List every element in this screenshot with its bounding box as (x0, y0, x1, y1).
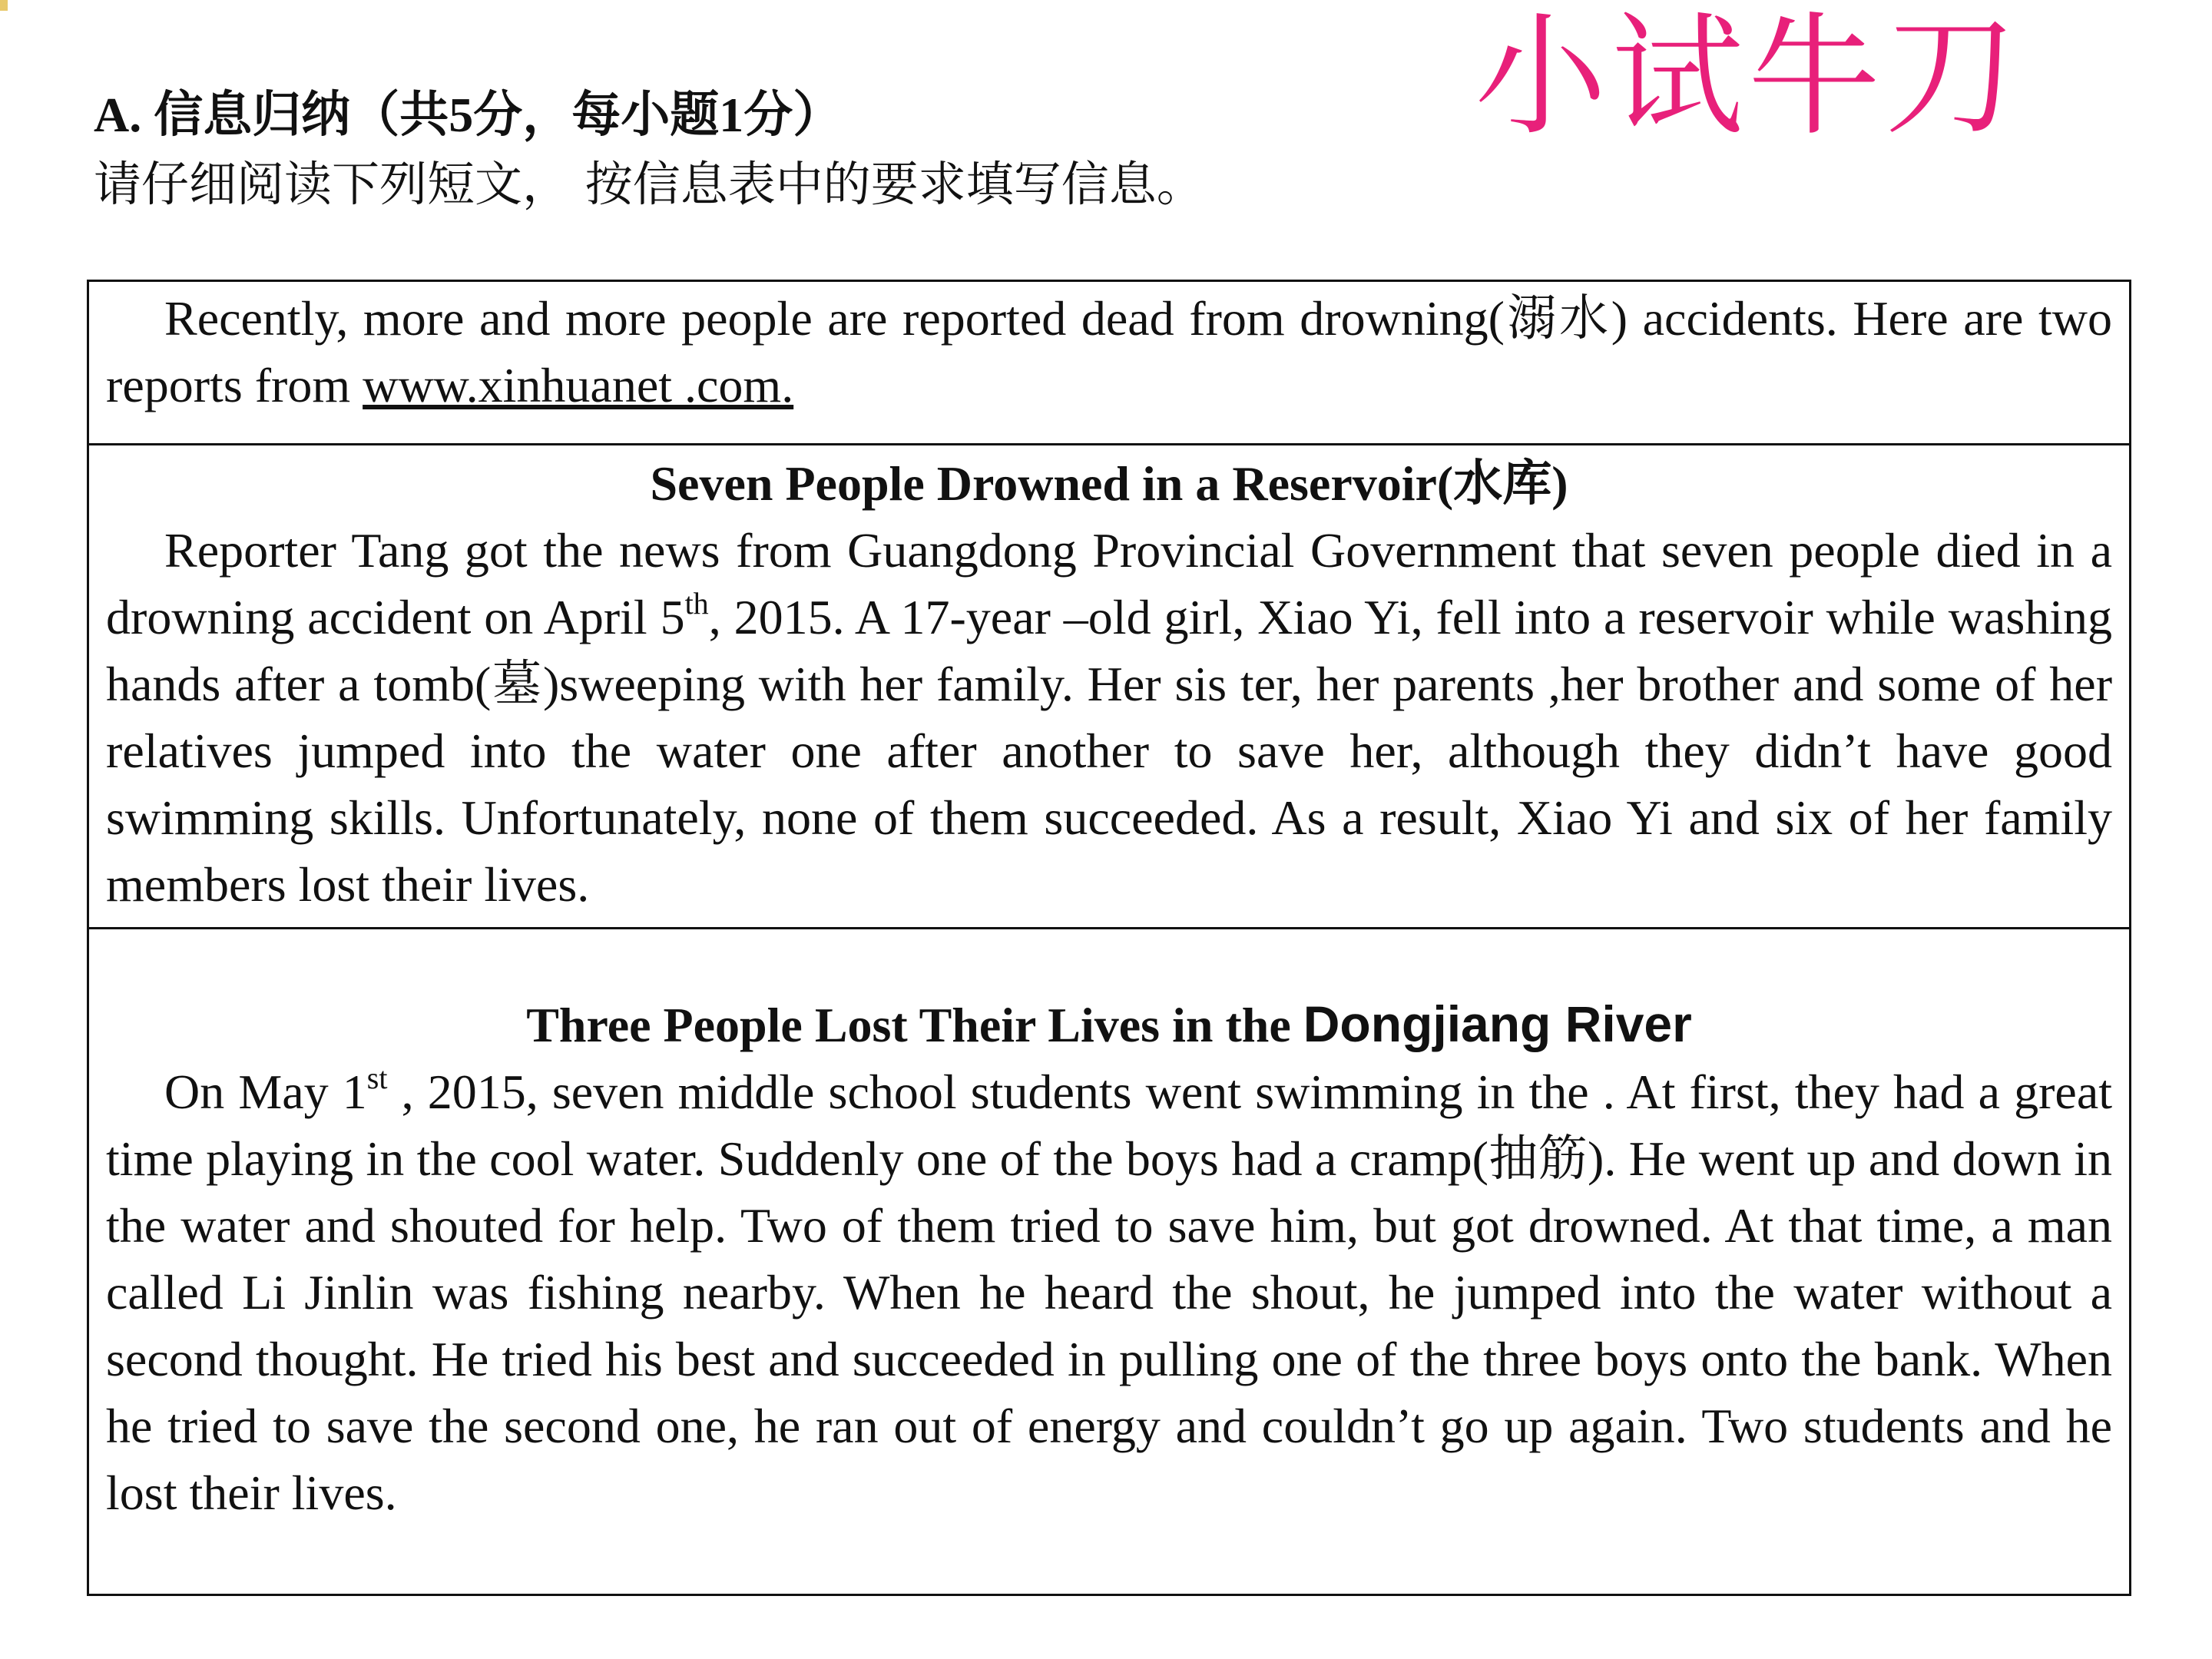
report2-text-part1: On May 1 (164, 1065, 367, 1119)
slide-title: 小试牛刀 (1475, 0, 2022, 154)
task-instruction: 请仔细阅读下列短文， 按信息表中的要求填写信息。 (94, 156, 1204, 212)
report2-cell (89, 927, 2129, 1594)
report1-cell (89, 443, 2129, 927)
task-heading: A. 信息归纳（共5分，每小题1分） (94, 88, 843, 142)
report1-date-suffix: th (684, 586, 709, 621)
passage-table (87, 280, 2131, 1596)
source-link[interactable]: www.xinhuanet .com. (363, 358, 794, 412)
intro-cell (89, 282, 2129, 443)
report1-text-part2: , 2015. A 17-year –old girl, Xiao Yi, fell into a reservoir while washing hands after a tomb(墓)sweeping with her family. Her sis ter, her parents ,her brother and some of her relatives jumped into the water one after another to save her, although they didn’t have good swimming skills. Unfortunately, none of them succeeded. As a result, Xiao Yi and six of her family members lost their lives. (106, 590, 2112, 912)
report1-text-part1: Reporter Tang got the news from Guangdong Provincial Government that seven people died in a drowning accident on April 5 (106, 523, 2112, 644)
intro-paragraph (106, 285, 2112, 419)
report1-paragraph (106, 517, 2112, 918)
report2-title-river: Dongjiang River (1303, 995, 1692, 1052)
report1-title: Seven People Drowned in a Reservoir(水库) (650, 456, 1568, 511)
report2-title (106, 991, 2112, 1058)
report2-text-part2: , 2015, seven middle school students went swimming in the . At first, they had a great time playing in the cool water. Suddenly one of the boys had a cramp(抽筋). He went up and down in the water and shouted for help. Two of them tried to save him, but got drowned. At that time, a man called Li Jinlin was fishing nearby. When he heard the shout, he jumped into the water without a second thought. He tried his best and succeeded in pulling one of the three boys onto the bank. When he tried to save the second one, he ran out of energy and couldn’t go up again. Two students and he lost their lives. (106, 1065, 2113, 1520)
corner-mark (0, 0, 8, 11)
report2-title-main: Three People Lost Their Lives in the (526, 998, 1303, 1052)
report2-paragraph (106, 1058, 2112, 1526)
report2-date-suffix: st (366, 1061, 388, 1095)
intro-text: Recently, more and more people are reported dead from drowning(溺水) accidents. Here are two reports from (106, 291, 2112, 412)
